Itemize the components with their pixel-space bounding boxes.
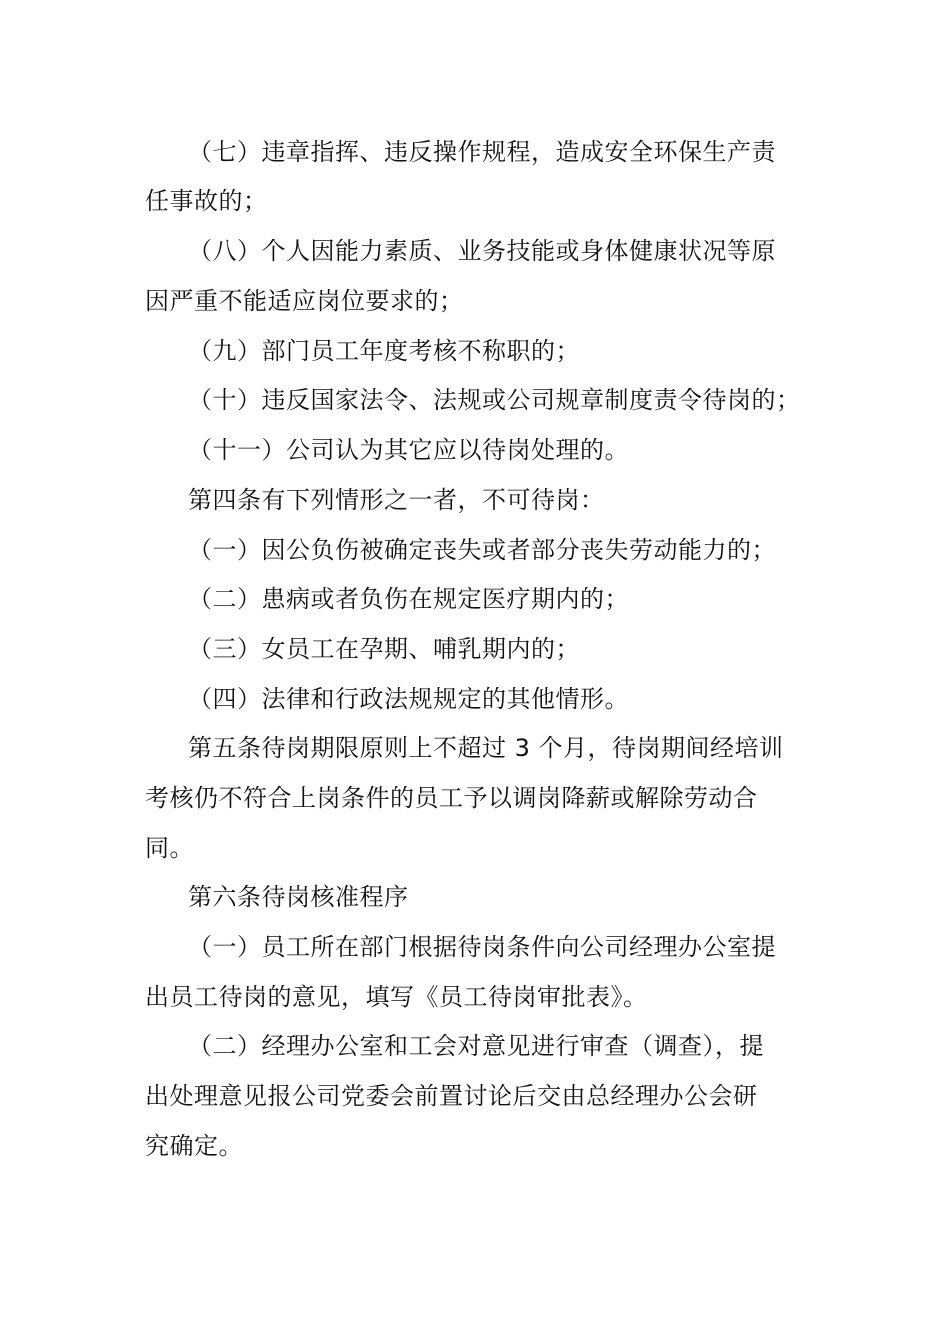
paragraph-item-8-line-2: 因严重不能适应岗位要求的；	[145, 287, 464, 315]
paragraph-item-7-line-2: 任事故的；	[145, 187, 268, 215]
article-4-item-2: （二）患病或者负伤在规定医疗期内的；	[188, 585, 629, 613]
paragraph-item-11: （十一）公司认为其它应以待岗处理的。	[188, 436, 629, 464]
article-4-item-1: （一）因公负伤被确定丧失或者部分丧失劳动能力的；	[188, 536, 776, 564]
article-4-item-4: （四）法律和行政法规规定的其他情形。	[188, 685, 629, 713]
article-6-item-1-line-1: （一）员工所在部门根据待岗条件向公司经理办公室提	[188, 933, 776, 961]
paragraph-item-10: （十）违反国家法令、法规或公司规章制度责令待岗的；	[188, 386, 801, 414]
article-4-heading: 第四条有下列情形之一者，不可待岗：	[188, 486, 605, 514]
article-6-item-1-line-2: 出员工待岗的意见，填写《员工待岗审批表》。	[145, 983, 648, 1011]
paragraph-item-8-line-1: （八）个人因能力素质、业务技能或身体健康状况等原	[188, 237, 776, 265]
article-6-heading: 第六条待岗核准程序	[188, 883, 409, 911]
article-6-item-2-line-3: 究确定。	[145, 1132, 243, 1160]
paragraph-item-9: （九）部门员工年度考核不称职的；	[188, 337, 580, 365]
article-4-item-3: （三）女员工在孕期、哺乳期内的；	[188, 635, 580, 663]
article-5-line-3: 同。	[145, 834, 194, 862]
paragraph-item-7-line-1: （七）违章指挥、违反操作规程，造成安全环保生产责	[188, 138, 776, 166]
article-6-item-2-line-1: （二）经理办公室和工会对意见进行审查（调查），提	[188, 1032, 764, 1060]
article-5-line-1: 第五条待岗期限原则上不超过 3 个月，待岗期间经培训	[188, 734, 784, 762]
article-6-item-2-line-2: 出处理意见报公司党委会前置讨论后交由总经理办公会研	[145, 1082, 758, 1110]
article-5-line-2: 考核仍不符合上岗条件的员工予以调岗降薪或解除劳动合	[145, 784, 758, 812]
